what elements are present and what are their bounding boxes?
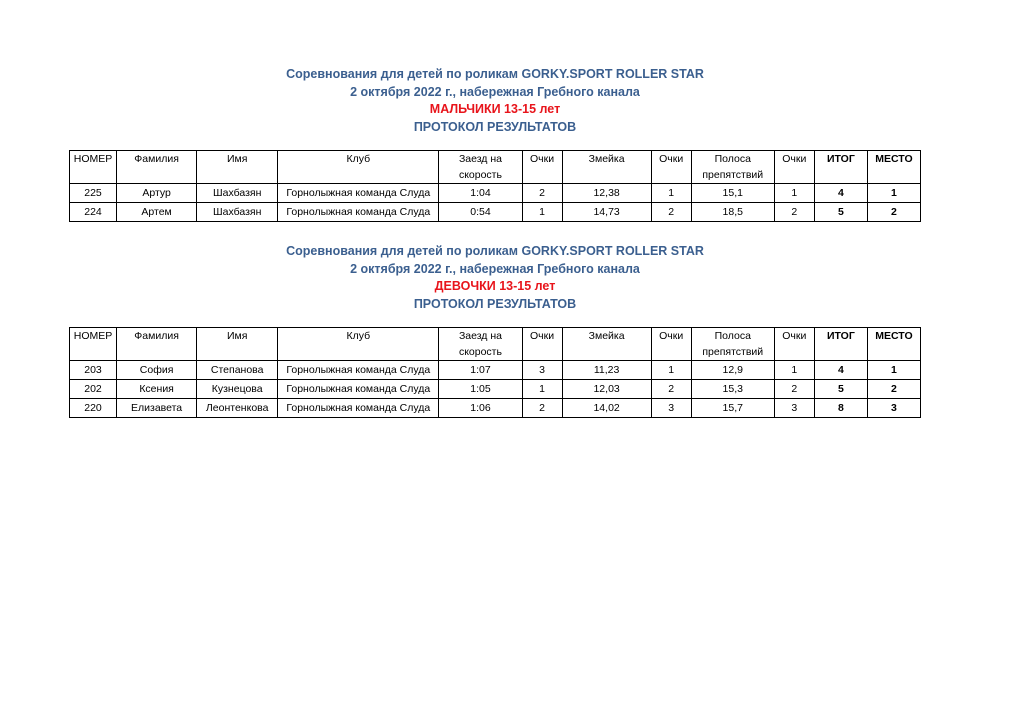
cell-place: 3	[867, 399, 920, 418]
cell-name: Степанова	[197, 361, 278, 380]
protocol-label: ПРОТОКОЛ РЕЗУЛЬТАТОВ	[413, 296, 577, 311]
col-header-number: НОМЕР	[70, 151, 117, 184]
cell-total: 4	[814, 184, 867, 203]
date-place: 2 октября 2022 г., набережная Гребного канала	[350, 261, 640, 276]
cell-points: 3	[651, 399, 691, 418]
category-label: МАЛЬЧИКИ 13-15 лет	[429, 102, 561, 116]
cell-points: 2	[774, 203, 814, 222]
cell-total: 8	[814, 399, 867, 418]
col-header-name: Имя	[197, 328, 278, 361]
col-header-points: Очки	[774, 328, 814, 361]
competition-title: Соревнования для детей по роликам GORKY.SPORT ROLLER STAR	[286, 244, 704, 258]
cell-points: 1	[651, 361, 691, 380]
cell-points: 2	[774, 380, 814, 399]
cell-obstacle-course: 15,1	[691, 184, 774, 203]
cell-total: 5	[814, 203, 867, 222]
cell-name: Шахбазян	[197, 184, 278, 203]
cell-speed-race: 1:06	[439, 399, 522, 418]
cell-points: 1	[651, 184, 691, 203]
cell-club: Горнолыжная команда Слуда	[278, 184, 439, 203]
cell-obstacle-course: 15,7	[691, 399, 774, 418]
cell-slalom: 12,38	[562, 184, 651, 203]
cell-points: 1	[522, 203, 562, 222]
col-header-speed-race: Заезд на скорость	[439, 328, 522, 361]
col-header-points: Очки	[522, 151, 562, 184]
col-header-surname: Фамилия	[117, 151, 197, 184]
cell-surname: Ксения	[117, 380, 197, 399]
col-header-total: ИТОГ	[814, 328, 867, 361]
col-header-number: НОМЕР	[70, 328, 117, 361]
cell-name: Шахбазян	[197, 203, 278, 222]
col-header-place: МЕСТО	[867, 328, 920, 361]
col-header-obstacle-course: Полоса препятствий	[691, 328, 774, 361]
cell-club: Горнолыжная команда Слуда	[278, 203, 439, 222]
cell-name: Леонтенкова	[197, 399, 278, 418]
cell-number: 225	[70, 184, 117, 203]
cell-surname: София	[117, 361, 197, 380]
cell-place: 2	[867, 203, 920, 222]
col-header-slalom: Змейка	[562, 328, 651, 361]
cell-obstacle-course: 15,3	[691, 380, 774, 399]
cell-number: 203	[70, 361, 117, 380]
cell-points: 1	[774, 184, 814, 203]
cell-total: 4	[814, 361, 867, 380]
table-row	[70, 361, 921, 380]
cell-place: 1	[867, 184, 920, 203]
results-table	[69, 327, 921, 418]
col-header-name: Имя	[197, 151, 278, 184]
section-heading	[69, 66, 921, 136]
date-place: 2 октября 2022 г., набережная Гребного канала	[350, 84, 640, 99]
table-header-row	[70, 151, 921, 184]
results-section-girls	[69, 243, 921, 418]
results-section-boys	[69, 66, 921, 222]
cell-points: 2	[522, 184, 562, 203]
col-header-total: ИТОГ	[814, 151, 867, 184]
cell-surname: Артур	[117, 184, 197, 203]
cell-points: 1	[774, 361, 814, 380]
cell-speed-race: 0:54	[439, 203, 522, 222]
cell-number: 202	[70, 380, 117, 399]
table-row	[70, 203, 921, 222]
cell-club: Горнолыжная команда Слуда	[278, 361, 439, 380]
cell-points: 3	[522, 361, 562, 380]
col-header-obstacle-course: Полоса препятствий	[691, 151, 774, 184]
table-row	[70, 184, 921, 203]
cell-total: 5	[814, 380, 867, 399]
table-row	[70, 399, 921, 418]
col-header-club: Клуб	[278, 328, 439, 361]
results-table	[69, 150, 921, 222]
cell-number: 220	[70, 399, 117, 418]
cell-points: 2	[651, 380, 691, 399]
cell-place: 1	[867, 361, 920, 380]
cell-speed-race: 1:04	[439, 184, 522, 203]
cell-number: 224	[70, 203, 117, 222]
cell-surname: Елизавета	[117, 399, 197, 418]
cell-slalom: 12,03	[562, 380, 651, 399]
cell-speed-race: 1:07	[439, 361, 522, 380]
table-header-row	[70, 328, 921, 361]
cell-points: 3	[774, 399, 814, 418]
cell-slalom: 14,02	[562, 399, 651, 418]
cell-surname: Артем	[117, 203, 197, 222]
col-header-slalom: Змейка	[562, 151, 651, 184]
cell-obstacle-course: 12,9	[691, 361, 774, 380]
col-header-points: Очки	[522, 328, 562, 361]
col-header-points: Очки	[774, 151, 814, 184]
cell-slalom: 14,73	[562, 203, 651, 222]
col-header-club: Клуб	[278, 151, 439, 184]
cell-club: Горнолыжная команда Слуда	[278, 380, 439, 399]
cell-name: Кузнецова	[197, 380, 278, 399]
cell-club: Горнолыжная команда Слуда	[278, 399, 439, 418]
cell-obstacle-course: 18,5	[691, 203, 774, 222]
col-header-points: Очки	[651, 328, 691, 361]
table-row	[70, 380, 921, 399]
cell-points: 1	[522, 380, 562, 399]
col-header-place: МЕСТО	[867, 151, 920, 184]
section-heading	[69, 243, 921, 313]
category-label: ДЕВОЧКИ 13-15 лет	[434, 279, 556, 293]
cell-points: 2	[651, 203, 691, 222]
cell-points: 2	[522, 399, 562, 418]
competition-title: Соревнования для детей по роликам GORKY.SPORT ROLLER STAR	[286, 67, 704, 81]
cell-place: 2	[867, 380, 920, 399]
col-header-speed-race: Заезд на скорость	[439, 151, 522, 184]
cell-slalom: 11,23	[562, 361, 651, 380]
cell-speed-race: 1:05	[439, 380, 522, 399]
col-header-surname: Фамилия	[117, 328, 197, 361]
col-header-points: Очки	[651, 151, 691, 184]
protocol-label: ПРОТОКОЛ РЕЗУЛЬТАТОВ	[413, 119, 577, 134]
